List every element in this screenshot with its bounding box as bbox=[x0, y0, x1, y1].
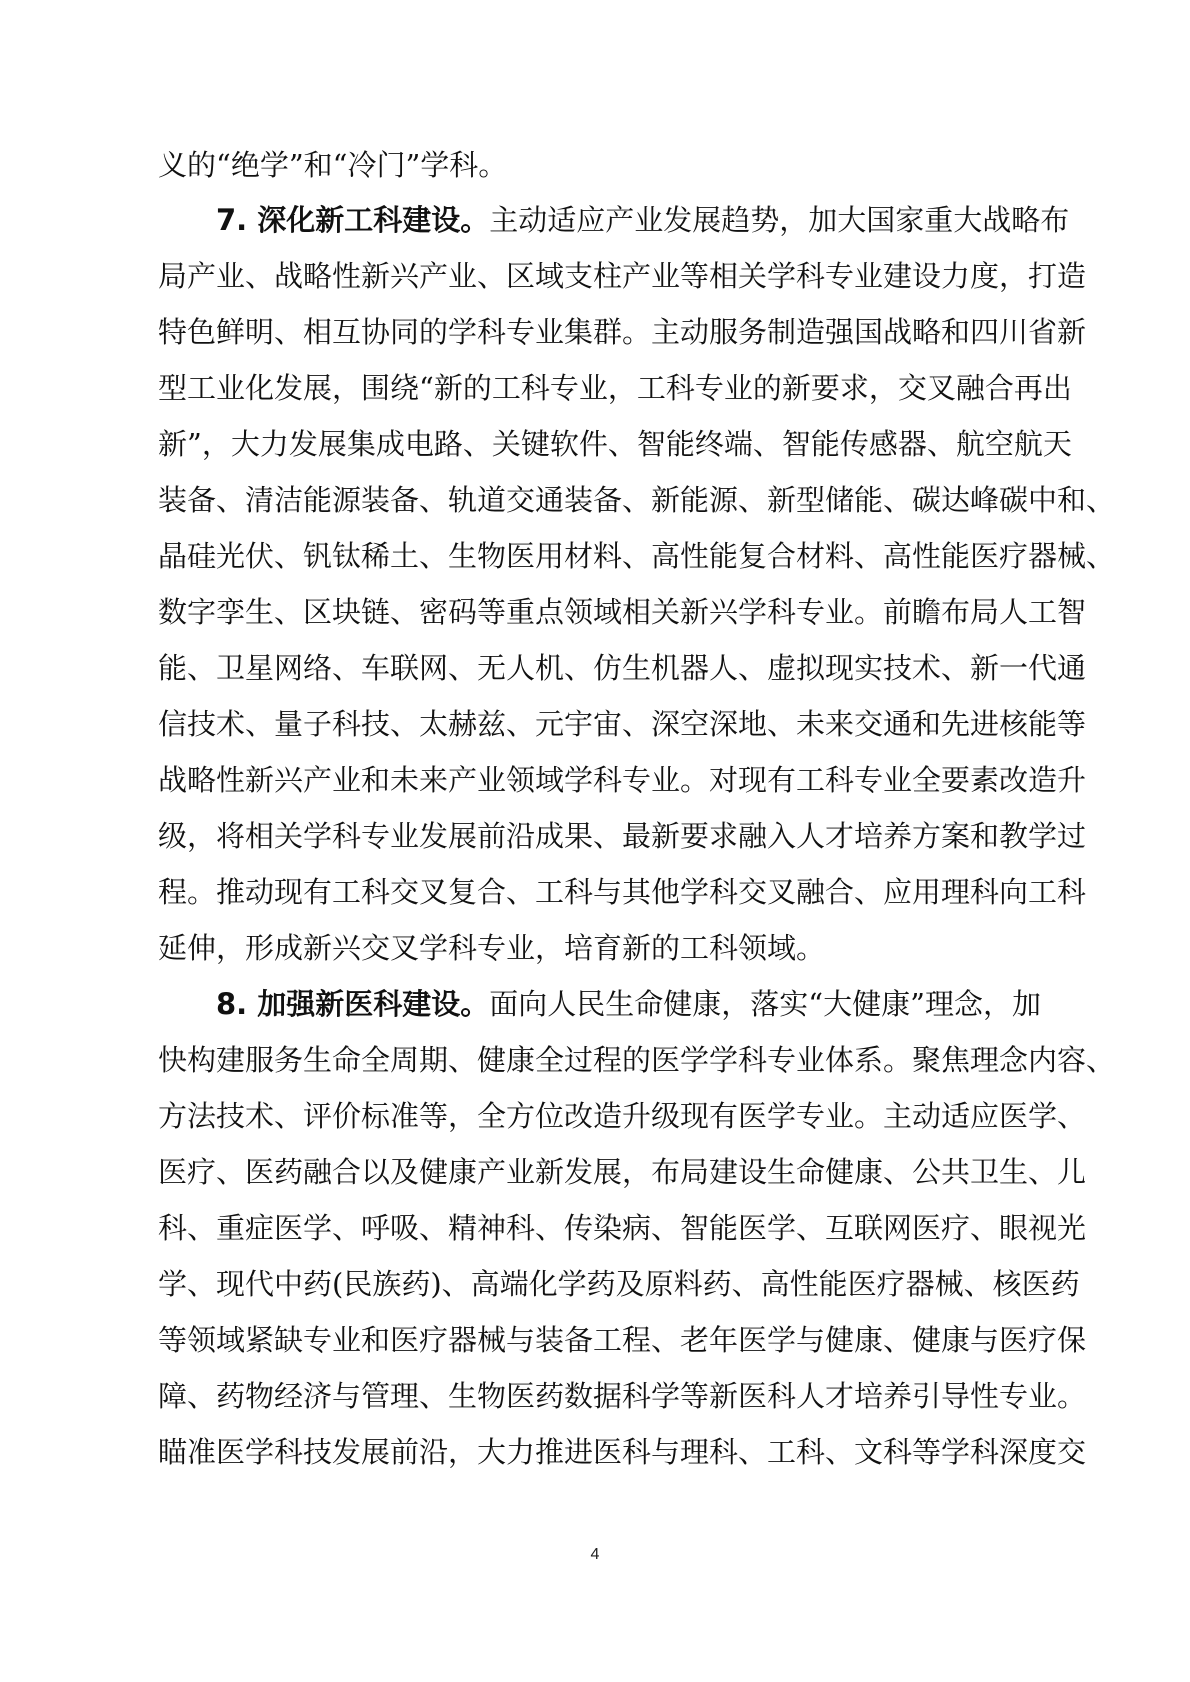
paragraph-8-heading: 8. 加强新医科建设。 bbox=[216, 987, 490, 1021]
paragraph-7-heading: 7. 深化新工科建设。 bbox=[216, 203, 490, 237]
paragraph-8-first-line bbox=[216, 984, 1041, 1024]
paragraph-7-line: 新”，大力发展集成电路、关键软件、智能终端、智能传感器、航空航天 bbox=[158, 427, 1072, 461]
paragraph-8-line: 医疗、医药融合以及健康产业新发展，布局建设生命健康、公共卫生、儿 bbox=[158, 1155, 1087, 1189]
paragraph-7-first-line-text: 主动适应产业发展趋势，加大国家重大战略布 bbox=[489, 203, 1070, 237]
paragraph-7-line: 型工业化发展，围绕“新的工科专业，工科专业的新要求，交叉融合再出 bbox=[158, 371, 1072, 405]
page-number: 4 bbox=[590, 1546, 600, 1563]
paragraph-intro-line: 义的“绝学”和“冷门”学科。 bbox=[158, 148, 508, 182]
paragraph-8-line: 学、现代中药(民族药)、高端化学药及原料药、高性能医疗器械、核医药 bbox=[158, 1267, 1080, 1301]
paragraph-7-line: 能、卫星网络、车联网、无人机、仿生机器人、虚拟现实技术、新一代通 bbox=[158, 651, 1087, 685]
paragraph-8-line: 等领域紧缺专业和医疗器械与装备工程、老年医学与健康、健康与医疗保 bbox=[158, 1323, 1087, 1357]
paragraph-7-line: 战略性新兴产业和未来产业领域学科专业。对现有工科专业全要素改造升 bbox=[158, 763, 1087, 797]
paragraph-8-first-line-text: 面向人民生命健康，落实“大健康”理念，加 bbox=[489, 987, 1041, 1021]
paragraph-7-line: 级，将相关学科专业发展前沿成果、最新要求融入人才培养方案和教学过 bbox=[158, 819, 1087, 853]
paragraph-7-line: 晶硅光伏、钒钛稀土、生物医用材料、高性能复合材料、高性能医疗器械、 bbox=[158, 539, 1116, 573]
paragraph-7-first-line bbox=[216, 200, 1070, 240]
paragraph-7-line: 装备、清洁能源装备、轨道交通装备、新能源、新型储能、碳达峰碳中和、 bbox=[158, 483, 1116, 517]
paragraph-7-line: 信技术、量子科技、太赫兹、元宇宙、深空深地、未来交通和先进核能等 bbox=[158, 707, 1087, 741]
paragraph-7-line: 特色鲜明、相互协同的学科专业集群。主动服务制造强国战略和四川省新 bbox=[158, 315, 1087, 349]
paragraph-8-line: 科、重症医学、呼吸、精神科、传染病、智能医学、互联网医疗、眼视光 bbox=[158, 1211, 1087, 1245]
paragraph-8-line: 障、药物经济与管理、生物医药数据科学等新医科人才培养引导性专业。 bbox=[158, 1379, 1087, 1413]
paragraph-7-line: 数字孪生、区块链、密码等重点领域相关新兴学科专业。前瞻布局人工智 bbox=[158, 595, 1087, 629]
paragraph-8-line: 快构建服务生命全周期、健康全过程的医学学科专业体系。聚焦理念内容、 bbox=[158, 1043, 1116, 1077]
paragraph-8-line: 方法技术、评价标准等，全方位改造升级现有医学专业。主动适应医学、 bbox=[158, 1099, 1087, 1133]
paragraph-7-line: 延伸，形成新兴交叉学科专业，培育新的工科领域。 bbox=[158, 931, 826, 965]
paragraph-7-line: 程。推动现有工科交叉复合、工科与其他学科交叉融合、应用理科向工科 bbox=[158, 875, 1087, 909]
paragraph-8-line: 瞄准医学科技发展前沿，大力推进医科与理科、工科、文科等学科深度交 bbox=[158, 1435, 1087, 1469]
paragraph-7-line: 局产业、战略性新兴产业、区域支柱产业等相关学科专业建设力度，打造 bbox=[158, 259, 1087, 293]
